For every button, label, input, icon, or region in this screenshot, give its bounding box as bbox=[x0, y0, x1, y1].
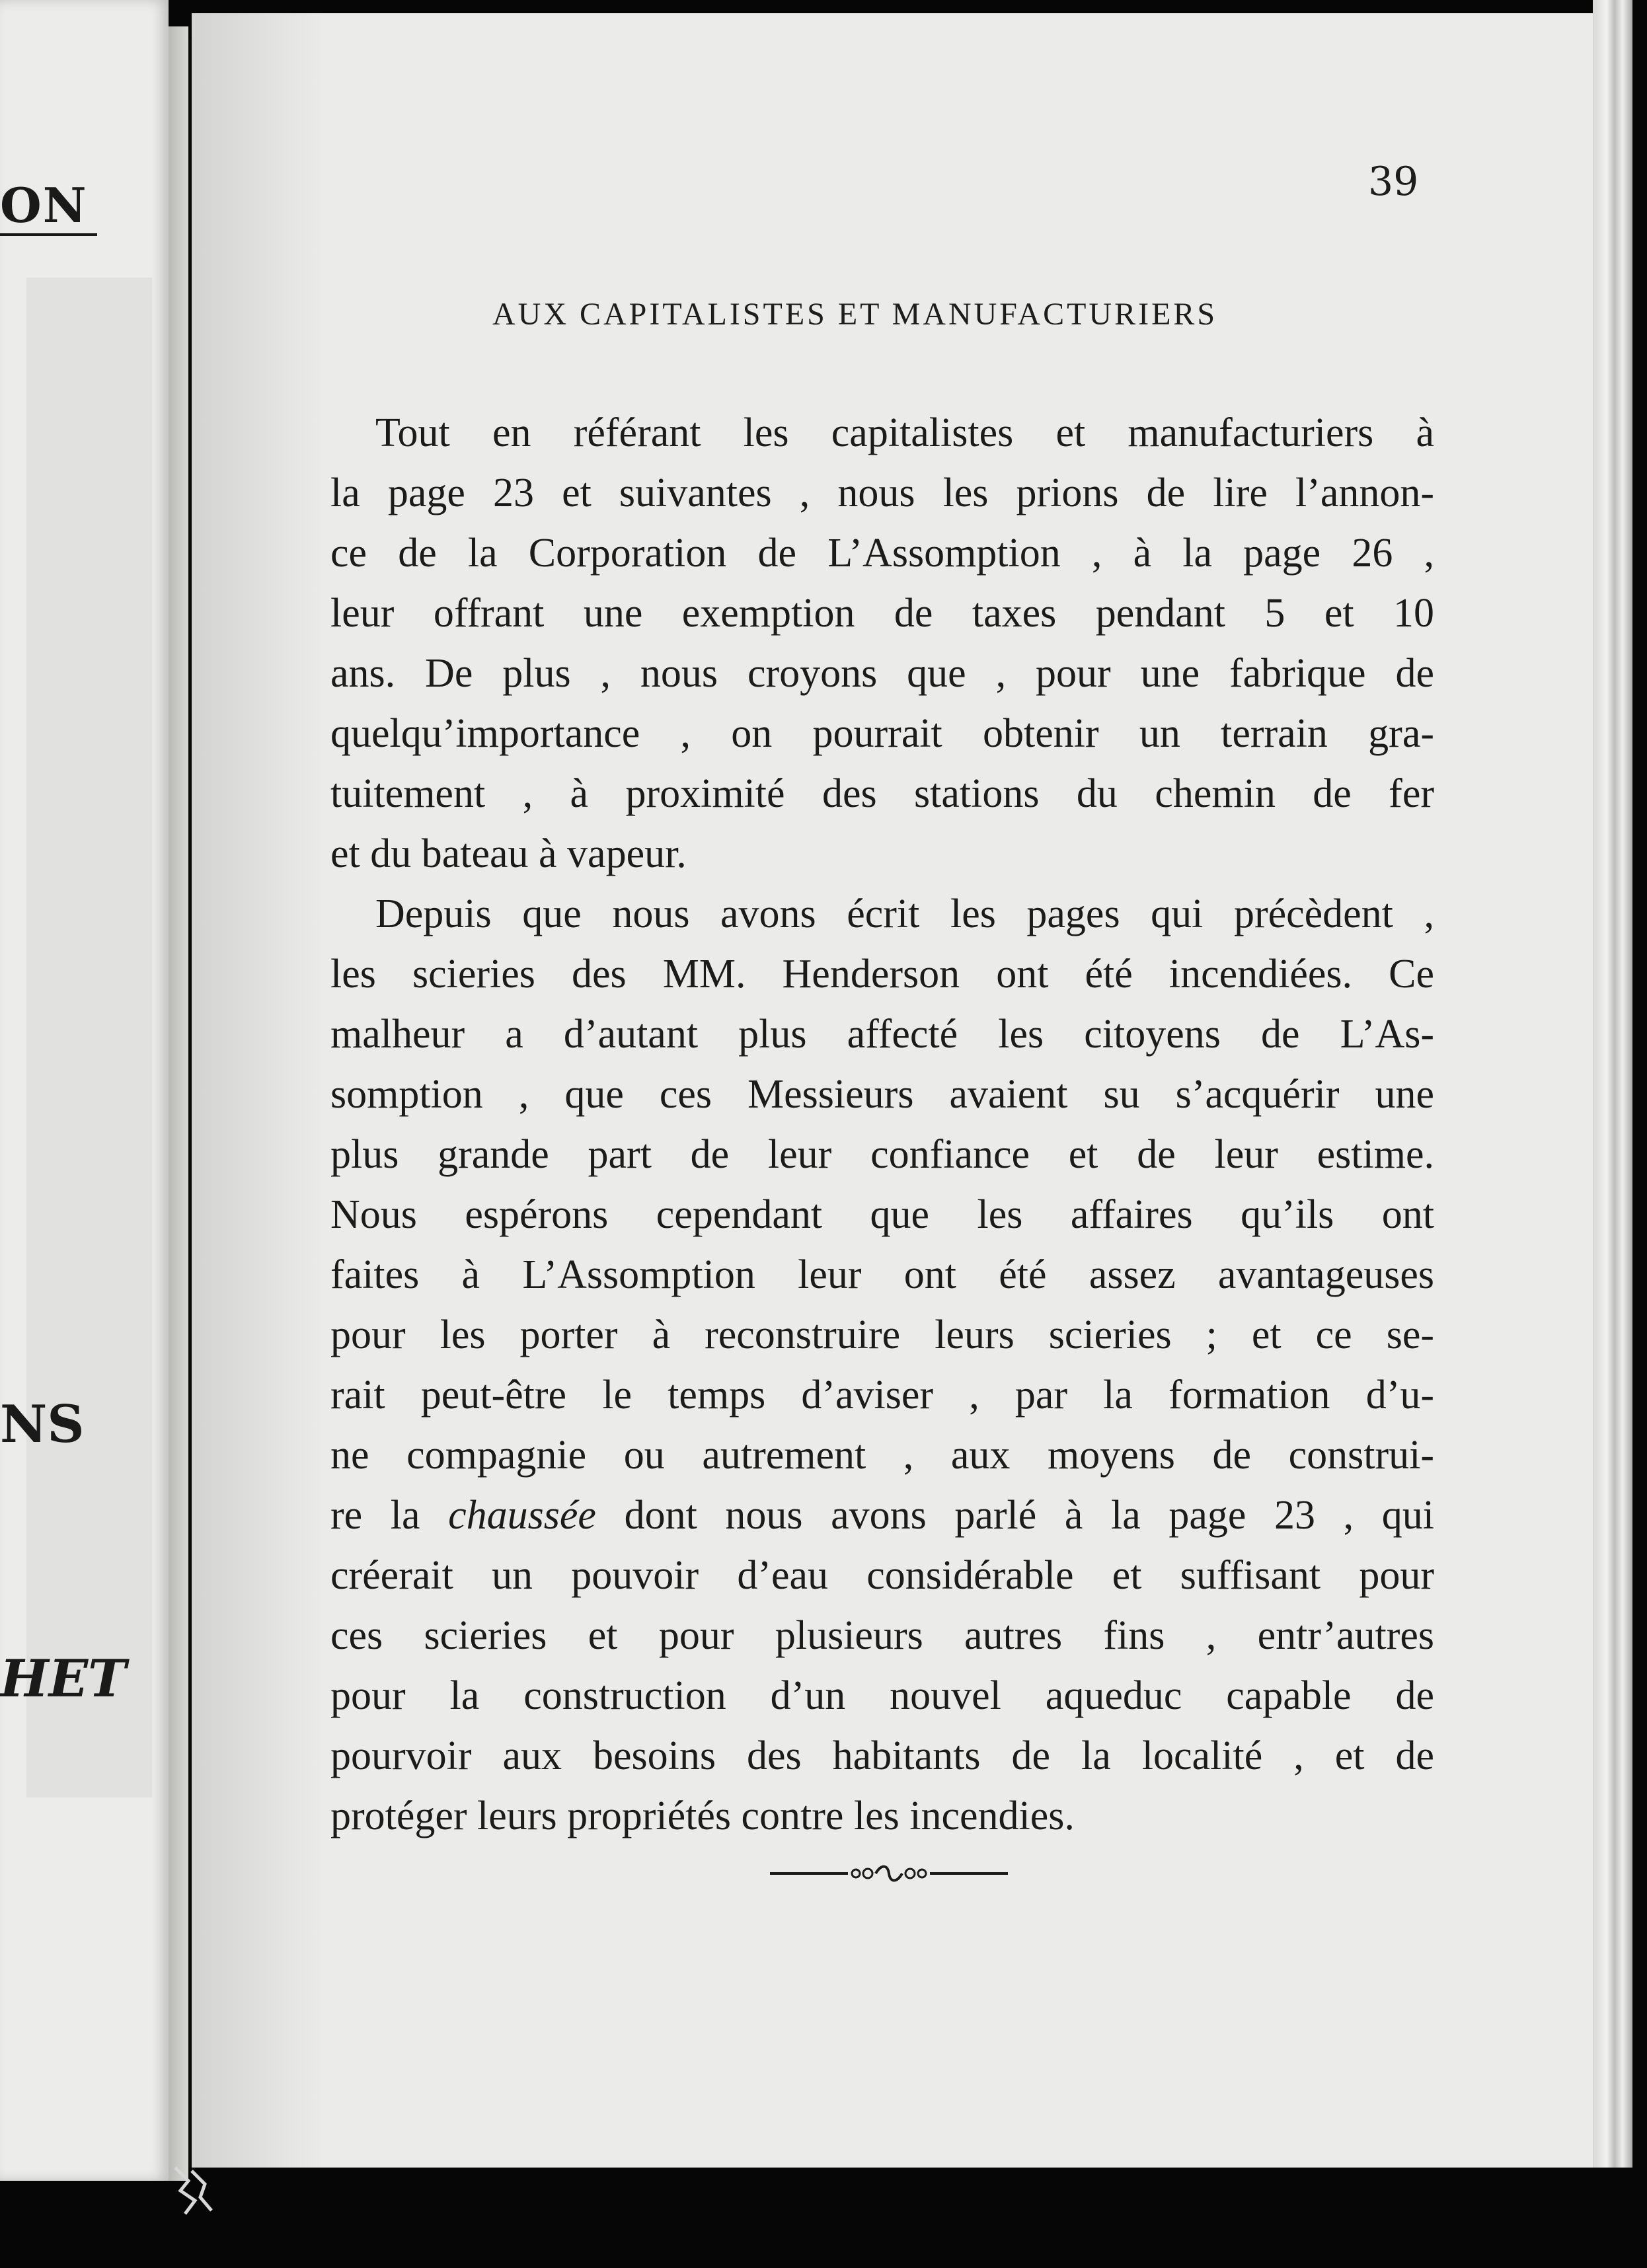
text-line: rait peut-être le temps d’aviser , par la formation d’u- bbox=[330, 1373, 1434, 1418]
text-line: quelqu’importance , on pourrait obtenir un terrain gra- bbox=[330, 711, 1434, 756]
text-line: ne compagnie ou autrement , aux moyens de construi- bbox=[330, 1433, 1434, 1478]
text-line: pourvoir aux besoins des habitants de la localité , et de bbox=[330, 1733, 1434, 1778]
page-gutter-shadow bbox=[192, 13, 324, 2168]
faded-text-area bbox=[26, 278, 152, 1797]
body-text bbox=[330, 403, 1434, 1846]
text-line: pour la construction d’un nouvel aqueduc capable de bbox=[330, 1673, 1434, 1718]
text-line: Tout en référant les capitalistes et manufacturiers à bbox=[375, 410, 1434, 455]
text-line: tuitement , à proximité des stations du chemin de fer bbox=[330, 771, 1434, 816]
decorative-rule-icon bbox=[770, 1860, 1008, 1887]
text-line: malheur a d’autant plus affecté les citoyens de L’As- bbox=[330, 1012, 1434, 1057]
text-line: et du bateau à vapeur. bbox=[330, 831, 687, 876]
text-line: ce de la Corporation de L’Assomption , à la page 26 , bbox=[330, 531, 1434, 576]
page-stack-edge bbox=[1593, 0, 1632, 2168]
text-line: ans. De plus , nous croyons que , pour une fabrique de bbox=[330, 651, 1434, 696]
text-line: plus grande part de leur confiance et de leur estime. bbox=[330, 1132, 1434, 1177]
text-line: Nous espérons cependant que les affaires qu’ils ont bbox=[330, 1192, 1434, 1237]
text-line: ces scieries et pour plusieurs autres fins , entr’autres bbox=[330, 1613, 1434, 1658]
text-line: pour les porter à reconstruire leurs scieries ; et ce se- bbox=[330, 1312, 1434, 1357]
binding-edge bbox=[169, 26, 188, 2181]
text-line: la page 23 et suivantes , nous les prions de lire l’annon- bbox=[330, 471, 1434, 515]
scan-artifact-icon bbox=[169, 2161, 221, 2220]
text-line: faites à L’Assomption leur ont été assez avantageuses bbox=[330, 1252, 1434, 1297]
previous-page-fragment-middle: NS bbox=[0, 1394, 85, 1455]
previous-page-fragment-top: ON bbox=[0, 177, 97, 236]
page-number: 39 bbox=[1368, 159, 1419, 205]
previous-page-fragment-bottom: HET bbox=[0, 1649, 127, 1709]
text-line: Depuis que nous avons écrit les pages qui précèdent , bbox=[375, 891, 1434, 936]
previous-page bbox=[0, 0, 169, 2181]
text-line: protéger leurs propriétés contre les incendies. bbox=[330, 1794, 1075, 1838]
italic-word: chaussée bbox=[448, 1493, 596, 1538]
text-line-with-italic: re la chaussée dont nous avons parlé à la page 23 , qui bbox=[330, 1493, 1434, 1538]
text-line: somption , que ces Messieurs avaient su s’acquérir une bbox=[330, 1072, 1434, 1117]
text-line: les scieries des MM. Henderson ont été incendiées. Ce bbox=[330, 952, 1434, 997]
text-line: leur offrant une exemption de taxes pendant 5 et 10 bbox=[330, 591, 1434, 636]
section-heading: AUX CAPITALISTES ET MANUFACTURIERS bbox=[492, 297, 1218, 332]
text-line: créerait un pouvoir d’eau considérable et suffisant pour bbox=[330, 1553, 1434, 1598]
